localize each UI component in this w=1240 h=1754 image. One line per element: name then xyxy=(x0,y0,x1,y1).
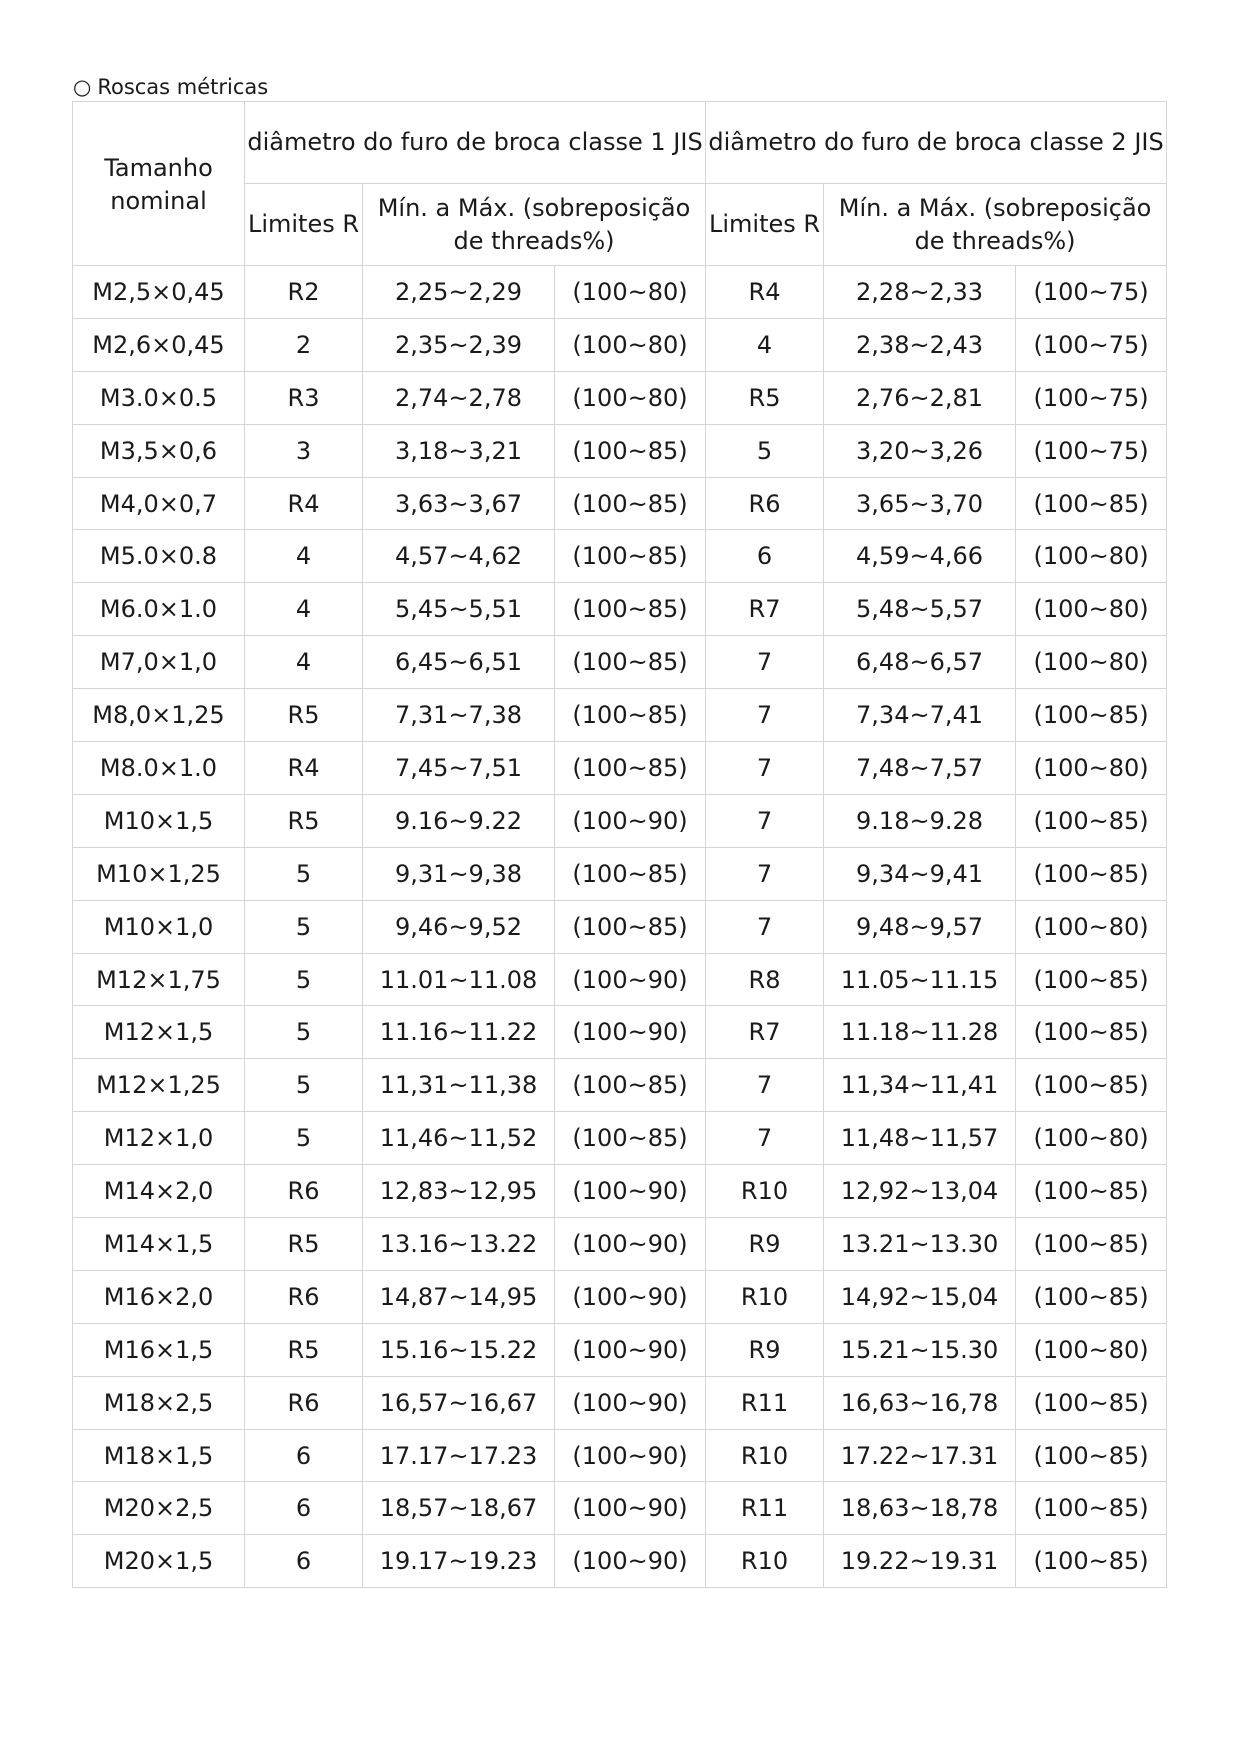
cell-class2-limit: 7 xyxy=(706,847,824,900)
cell-class2-limit: R10 xyxy=(706,1429,824,1482)
cell-nominal-size: M12×1,5 xyxy=(73,1006,245,1059)
cell-class1-range: 9,31~9,38 xyxy=(363,847,555,900)
table-row xyxy=(73,847,1167,900)
cell-class1-overlap: (100~85) xyxy=(555,847,706,900)
cell-class2-overlap: (100~85) xyxy=(1016,1059,1167,1112)
cell-class1-overlap: (100~90) xyxy=(555,1218,706,1271)
cell-nominal-size: M4,0×0,7 xyxy=(73,477,245,530)
cell-nominal-size: M20×1,5 xyxy=(73,1535,245,1588)
cell-class2-limit: R11 xyxy=(706,1376,824,1429)
cell-class2-limit: R5 xyxy=(706,371,824,424)
cell-nominal-size: M6.0×1.0 xyxy=(73,583,245,636)
cell-class2-limit: R10 xyxy=(706,1270,824,1323)
cell-class1-limit: R5 xyxy=(245,1218,363,1271)
cell-class2-limit: R4 xyxy=(706,266,824,319)
cell-class2-range: 2,28~2,33 xyxy=(824,266,1016,319)
cell-class1-overlap: (100~85) xyxy=(555,742,706,795)
cell-nominal-size: M12×1,25 xyxy=(73,1059,245,1112)
cell-class1-limit: 5 xyxy=(245,900,363,953)
table-row xyxy=(73,1376,1167,1429)
cell-class1-limit: R4 xyxy=(245,742,363,795)
cell-nominal-size: M18×2,5 xyxy=(73,1376,245,1429)
cell-class2-overlap: (100~85) xyxy=(1016,1376,1167,1429)
header-nominal-size: Tamanho nominal xyxy=(73,102,245,266)
cell-class2-overlap: (100~85) xyxy=(1016,1270,1167,1323)
cell-class2-overlap: (100~80) xyxy=(1016,636,1167,689)
cell-class2-overlap: (100~80) xyxy=(1016,583,1167,636)
table-row xyxy=(73,1006,1167,1059)
cell-class1-range: 6,45~6,51 xyxy=(363,636,555,689)
cell-class2-overlap: (100~85) xyxy=(1016,1482,1167,1535)
cell-class2-range: 2,38~2,43 xyxy=(824,318,1016,371)
cell-class2-limit: R7 xyxy=(706,1006,824,1059)
table-row xyxy=(73,636,1167,689)
cell-class2-overlap: (100~80) xyxy=(1016,530,1167,583)
cell-class1-range: 7,31~7,38 xyxy=(363,689,555,742)
cell-class1-range: 11.16~11.22 xyxy=(363,1006,555,1059)
cell-class2-overlap: (100~75) xyxy=(1016,266,1167,319)
cell-class2-limit: R10 xyxy=(706,1165,824,1218)
cell-class1-overlap: (100~85) xyxy=(555,900,706,953)
cell-class2-overlap: (100~80) xyxy=(1016,742,1167,795)
cell-class1-range: 3,18~3,21 xyxy=(363,424,555,477)
cell-class1-limit: 5 xyxy=(245,1006,363,1059)
header-class1: diâmetro do furo de broca classe 1 JIS xyxy=(245,102,706,184)
cell-nominal-size: M3,5×0,6 xyxy=(73,424,245,477)
cell-class1-overlap: (100~80) xyxy=(555,266,706,319)
section-title xyxy=(73,73,268,101)
cell-class1-overlap: (100~85) xyxy=(555,583,706,636)
cell-nominal-size: M5.0×0.8 xyxy=(73,530,245,583)
cell-class2-limit: 7 xyxy=(706,900,824,953)
cell-class1-overlap: (100~90) xyxy=(555,1323,706,1376)
table-row xyxy=(73,477,1167,530)
cell-nominal-size: M2,5×0,45 xyxy=(73,266,245,319)
cell-class2-limit: 7 xyxy=(706,1112,824,1165)
table-row xyxy=(73,1482,1167,1535)
cell-class2-range: 19.22~19.31 xyxy=(824,1535,1016,1588)
table-row xyxy=(73,318,1167,371)
cell-class2-limit: 6 xyxy=(706,530,824,583)
cell-class2-limit: 5 xyxy=(706,424,824,477)
cell-nominal-size: M16×1,5 xyxy=(73,1323,245,1376)
cell-class1-limit: 5 xyxy=(245,847,363,900)
cell-class2-range: 14,92~15,04 xyxy=(824,1270,1016,1323)
cell-class1-overlap: (100~90) xyxy=(555,1535,706,1588)
cell-class2-range: 9.18~9.28 xyxy=(824,794,1016,847)
cell-class1-limit: R4 xyxy=(245,477,363,530)
table-row xyxy=(73,1535,1167,1588)
table-row xyxy=(73,1059,1167,1112)
cell-class2-overlap: (100~85) xyxy=(1016,1006,1167,1059)
cell-class2-limit: R8 xyxy=(706,953,824,1006)
cell-class1-limit: R5 xyxy=(245,689,363,742)
table-row xyxy=(73,1270,1167,1323)
table-row xyxy=(73,742,1167,795)
cell-class1-range: 3,63~3,67 xyxy=(363,477,555,530)
cell-class1-limit: R5 xyxy=(245,794,363,847)
cell-class2-range: 17.22~17.31 xyxy=(824,1429,1016,1482)
cell-class1-overlap: (100~85) xyxy=(555,689,706,742)
cell-class1-overlap: (100~90) xyxy=(555,953,706,1006)
cell-class2-range: 7,48~7,57 xyxy=(824,742,1016,795)
cell-class2-overlap: (100~75) xyxy=(1016,424,1167,477)
cell-class1-limit: 4 xyxy=(245,636,363,689)
cell-class2-range: 11,48~11,57 xyxy=(824,1112,1016,1165)
cell-class1-range: 18,57~18,67 xyxy=(363,1482,555,1535)
cell-class1-range: 17.17~17.23 xyxy=(363,1429,555,1482)
cell-class1-range: 11,46~11,52 xyxy=(363,1112,555,1165)
table-row xyxy=(73,794,1167,847)
cell-class1-overlap: (100~90) xyxy=(555,1270,706,1323)
table-row xyxy=(73,953,1167,1006)
table-row xyxy=(73,1323,1167,1376)
cell-class2-limit: 7 xyxy=(706,636,824,689)
cell-class2-range: 11.18~11.28 xyxy=(824,1006,1016,1059)
cell-nominal-size: M14×2,0 xyxy=(73,1165,245,1218)
cell-class2-overlap: (100~85) xyxy=(1016,1535,1167,1588)
cell-class1-limit: 2 xyxy=(245,318,363,371)
header-class1-range: Mín. a Máx. (sobreposição de threads%) xyxy=(363,184,706,266)
cell-class2-range: 7,34~7,41 xyxy=(824,689,1016,742)
cell-class2-overlap: (100~75) xyxy=(1016,318,1167,371)
cell-class1-overlap: (100~90) xyxy=(555,1482,706,1535)
table-row xyxy=(73,266,1167,319)
cell-class2-range: 18,63~18,78 xyxy=(824,1482,1016,1535)
cell-class1-range: 14,87~14,95 xyxy=(363,1270,555,1323)
cell-class2-range: 6,48~6,57 xyxy=(824,636,1016,689)
table-row xyxy=(73,689,1167,742)
table-row xyxy=(73,1218,1167,1271)
cell-class1-limit: 6 xyxy=(245,1535,363,1588)
cell-class2-limit: 7 xyxy=(706,742,824,795)
cell-class1-limit: 4 xyxy=(245,530,363,583)
cell-nominal-size: M18×1,5 xyxy=(73,1429,245,1482)
cell-nominal-size: M7,0×1,0 xyxy=(73,636,245,689)
cell-nominal-size: M14×1,5 xyxy=(73,1218,245,1271)
cell-class2-limit: R7 xyxy=(706,583,824,636)
cell-class2-overlap: (100~85) xyxy=(1016,847,1167,900)
cell-class1-limit: R6 xyxy=(245,1376,363,1429)
header-class2-limits: Limites R xyxy=(706,184,824,266)
table-row xyxy=(73,1429,1167,1482)
cell-nominal-size: M10×1,25 xyxy=(73,847,245,900)
cell-class2-overlap: (100~85) xyxy=(1016,794,1167,847)
cell-class2-overlap: (100~85) xyxy=(1016,953,1167,1006)
table-row xyxy=(73,371,1167,424)
header-class2-range: Mín. a Máx. (sobreposição de threads%) xyxy=(824,184,1167,266)
cell-class1-range: 16,57~16,67 xyxy=(363,1376,555,1429)
cell-class2-range: 4,59~4,66 xyxy=(824,530,1016,583)
cell-class2-overlap: (100~85) xyxy=(1016,1165,1167,1218)
cell-class1-overlap: (100~85) xyxy=(555,424,706,477)
cell-class1-overlap: (100~90) xyxy=(555,1429,706,1482)
cell-class1-range: 9.16~9.22 xyxy=(363,794,555,847)
cell-class1-overlap: (100~85) xyxy=(555,636,706,689)
cell-class2-range: 2,76~2,81 xyxy=(824,371,1016,424)
table-row xyxy=(73,900,1167,953)
cell-class1-limit: R2 xyxy=(245,266,363,319)
cell-class1-range: 7,45~7,51 xyxy=(363,742,555,795)
cell-class1-limit: 3 xyxy=(245,424,363,477)
cell-class2-limit: 7 xyxy=(706,689,824,742)
cell-class1-overlap: (100~90) xyxy=(555,794,706,847)
cell-class1-limit: 6 xyxy=(245,1482,363,1535)
cell-class1-overlap: (100~85) xyxy=(555,530,706,583)
cell-class1-overlap: (100~90) xyxy=(555,1006,706,1059)
cell-nominal-size: M16×2,0 xyxy=(73,1270,245,1323)
cell-class2-limit: R10 xyxy=(706,1535,824,1588)
cell-class2-overlap: (100~80) xyxy=(1016,900,1167,953)
cell-class1-range: 19.17~19.23 xyxy=(363,1535,555,1588)
cell-class1-range: 9,46~9,52 xyxy=(363,900,555,953)
table-row xyxy=(73,530,1167,583)
cell-class1-range: 2,35~2,39 xyxy=(363,318,555,371)
cell-class2-overlap: (100~85) xyxy=(1016,1218,1167,1271)
cell-class1-limit: 4 xyxy=(245,583,363,636)
cell-class1-overlap: (100~80) xyxy=(555,318,706,371)
cell-class2-overlap: (100~75) xyxy=(1016,371,1167,424)
cell-class2-range: 12,92~13,04 xyxy=(824,1165,1016,1218)
cell-class2-overlap: (100~80) xyxy=(1016,1112,1167,1165)
cell-class2-limit: 4 xyxy=(706,318,824,371)
cell-class1-range: 4,57~4,62 xyxy=(363,530,555,583)
cell-class2-limit: 7 xyxy=(706,794,824,847)
cell-nominal-size: M8.0×1.0 xyxy=(73,742,245,795)
cell-class2-range: 15.21~15.30 xyxy=(824,1323,1016,1376)
cell-class1-overlap: (100~90) xyxy=(555,1165,706,1218)
cell-class2-range: 11,34~11,41 xyxy=(824,1059,1016,1112)
header-class2: diâmetro do furo de broca classe 2 JIS xyxy=(706,102,1167,184)
cell-class2-range: 9,48~9,57 xyxy=(824,900,1016,953)
cell-class1-limit: R6 xyxy=(245,1165,363,1218)
cell-class2-range: 3,65~3,70 xyxy=(824,477,1016,530)
cell-class1-overlap: (100~90) xyxy=(555,1376,706,1429)
cell-class1-overlap: (100~85) xyxy=(555,1112,706,1165)
cell-class1-range: 2,25~2,29 xyxy=(363,266,555,319)
circle-icon: ○ xyxy=(73,75,92,99)
cell-class1-range: 13.16~13.22 xyxy=(363,1218,555,1271)
cell-class1-limit: R6 xyxy=(245,1270,363,1323)
cell-class1-limit: 6 xyxy=(245,1429,363,1482)
cell-nominal-size: M12×1,0 xyxy=(73,1112,245,1165)
cell-class2-overlap: (100~85) xyxy=(1016,1429,1167,1482)
cell-class2-range: 16,63~16,78 xyxy=(824,1376,1016,1429)
metric-thread-table xyxy=(72,101,1167,1588)
cell-class2-range: 13.21~13.30 xyxy=(824,1218,1016,1271)
cell-class1-range: 11.01~11.08 xyxy=(363,953,555,1006)
cell-class2-limit: 7 xyxy=(706,1059,824,1112)
table-row xyxy=(73,583,1167,636)
cell-class1-range: 15.16~15.22 xyxy=(363,1323,555,1376)
cell-class1-limit: R5 xyxy=(245,1323,363,1376)
cell-class2-overlap: (100~80) xyxy=(1016,1323,1167,1376)
cell-class1-limit: 5 xyxy=(245,953,363,1006)
table-row xyxy=(73,1112,1167,1165)
header-class1-limits: Limites R xyxy=(245,184,363,266)
cell-class1-range: 11,31~11,38 xyxy=(363,1059,555,1112)
cell-class2-range: 5,48~5,57 xyxy=(824,583,1016,636)
cell-class1-limit: 5 xyxy=(245,1112,363,1165)
cell-class2-limit: R6 xyxy=(706,477,824,530)
cell-class1-range: 5,45~5,51 xyxy=(363,583,555,636)
table-row xyxy=(73,1165,1167,1218)
cell-class1-range: 12,83~12,95 xyxy=(363,1165,555,1218)
cell-class2-limit: R9 xyxy=(706,1323,824,1376)
cell-class1-overlap: (100~85) xyxy=(555,1059,706,1112)
table-row xyxy=(73,424,1167,477)
cell-class1-range: 2,74~2,78 xyxy=(363,371,555,424)
cell-class1-overlap: (100~85) xyxy=(555,477,706,530)
cell-nominal-size: M8,0×1,25 xyxy=(73,689,245,742)
cell-class2-range: 9,34~9,41 xyxy=(824,847,1016,900)
cell-nominal-size: M10×1,0 xyxy=(73,900,245,953)
cell-nominal-size: M20×2,5 xyxy=(73,1482,245,1535)
cell-nominal-size: M2,6×0,45 xyxy=(73,318,245,371)
cell-class2-overlap: (100~85) xyxy=(1016,689,1167,742)
cell-class1-limit: 5 xyxy=(245,1059,363,1112)
cell-class2-limit: R11 xyxy=(706,1482,824,1535)
table-body xyxy=(73,266,1167,1588)
cell-class2-limit: R9 xyxy=(706,1218,824,1271)
cell-class2-range: 11.05~11.15 xyxy=(824,953,1016,1006)
cell-nominal-size: M3.0×0.5 xyxy=(73,371,245,424)
cell-class2-overlap: (100~85) xyxy=(1016,477,1167,530)
cell-class1-limit: R3 xyxy=(245,371,363,424)
section-title-text: Roscas métricas xyxy=(97,75,269,99)
cell-class2-range: 3,20~3,26 xyxy=(824,424,1016,477)
cell-nominal-size: M10×1,5 xyxy=(73,794,245,847)
cell-nominal-size: M12×1,75 xyxy=(73,953,245,1006)
cell-class1-overlap: (100~80) xyxy=(555,371,706,424)
